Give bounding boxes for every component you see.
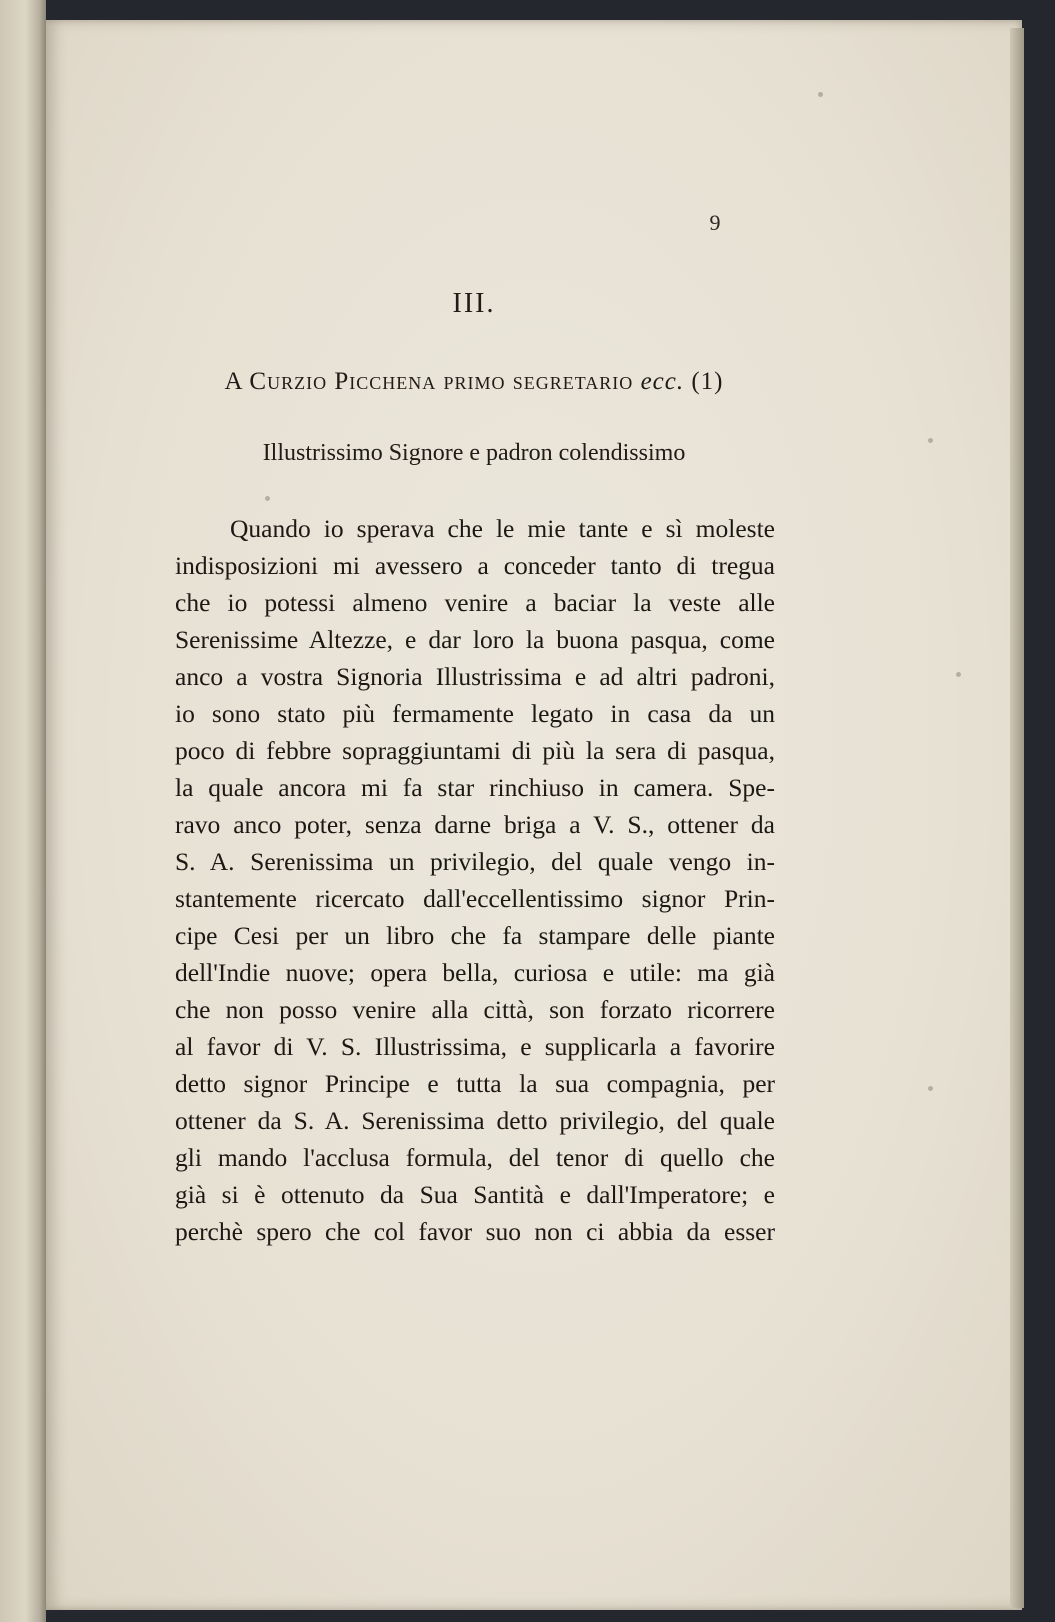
body-line: S. A. Serenissima un privilegio, del quale vengo in- bbox=[175, 847, 775, 876]
body-line: ravo anco poter, senza darne briga a V. S., ottener da bbox=[175, 810, 775, 839]
body-line: che non posso venire alla città, son forzato ricorrere bbox=[175, 995, 775, 1024]
letter-body bbox=[175, 510, 775, 1250]
body-line: dell'Indie nuove; opera bella, curiosa e utile: ma già bbox=[175, 958, 775, 987]
body-line: che io potessi almeno venire a baciar la veste alle bbox=[175, 588, 775, 617]
page-fore-edge bbox=[1010, 28, 1024, 1608]
body-line: gli mando l'acclusa formula, del tenor di quello che bbox=[175, 1143, 775, 1172]
body-line: detto signor Principe e tutta la sua compagnia, per bbox=[175, 1069, 775, 1098]
facing-page-edge bbox=[0, 0, 46, 1622]
page-number: 9 bbox=[709, 210, 721, 235]
body-line: indisposizioni mi avessero a conceder tanto di tregua bbox=[175, 551, 775, 580]
footnote-reference: (1) bbox=[691, 368, 724, 395]
salutation: Illustrissimo Signore e padron colendissimo bbox=[262, 440, 686, 466]
body-line: anco a vostra Signoria Illustrissima e ad altri padroni, bbox=[175, 662, 775, 691]
paper-speck bbox=[956, 672, 961, 677]
body-line: la quale ancora mi fa star rinchiuso in camera. Spe- bbox=[175, 773, 775, 802]
letter-number-heading: III. bbox=[452, 288, 496, 319]
body-line: poco di febbre sopraggiuntami di più la sera di pasqua, bbox=[175, 736, 775, 765]
body-line: Quando io sperava che le mie tante e sì moleste bbox=[230, 514, 775, 543]
body-line: Serenissime Altezze, e dar loro la buona pasqua, come bbox=[175, 625, 775, 654]
body-line: perchè spero che col favor suo non ci abbia da esser bbox=[175, 1217, 775, 1246]
body-line: al favor di V. S. Illustrissima, e supplicarla a favorire bbox=[175, 1032, 775, 1061]
paper-speck bbox=[818, 92, 823, 97]
body-line: ottener da S. A. Serenissima detto privilegio, del quale bbox=[175, 1106, 775, 1135]
addressee-text: A Curzio Picchena primo segretario bbox=[224, 368, 634, 395]
bleed-through-text bbox=[180, 245, 790, 282]
paper-speck bbox=[928, 1086, 933, 1091]
body-line: stantemente ricercato dall'eccellentissimo signor Prin- bbox=[175, 884, 775, 913]
body-line: già si è ottenuto da Sua Santità e dall'Imperatore; e bbox=[175, 1180, 775, 1209]
body-line: cipe Cesi per un libro che fa stampare delle piante bbox=[175, 921, 775, 950]
addressee-ecc: ecc. bbox=[640, 368, 685, 395]
body-line: io sono stato più fermamente legato in casa da un bbox=[175, 699, 775, 728]
letter-addressee bbox=[174, 368, 774, 396]
paper-speck bbox=[928, 438, 933, 443]
paper-speck bbox=[265, 496, 270, 501]
